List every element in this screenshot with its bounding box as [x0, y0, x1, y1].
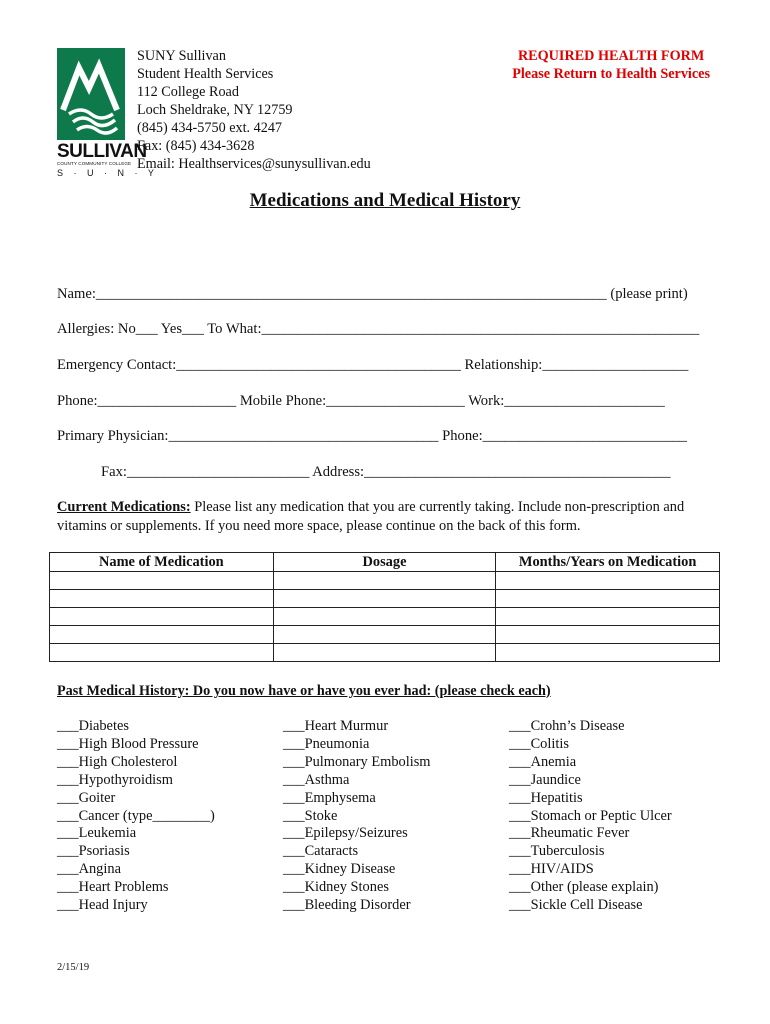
table-row [50, 572, 720, 590]
allergies-field[interactable]: Allergies: No___ Yes___ To What:____________________________________________________________ [57, 321, 700, 337]
history-item[interactable]: ___Emphysema [283, 789, 376, 806]
table-row [50, 626, 720, 644]
address-line: Email: Healthservices@sunysullivan.edu [137, 156, 371, 172]
history-item[interactable]: ___Rheumatic Fever [509, 825, 630, 842]
history-item[interactable]: ___Diabetes [57, 718, 129, 734]
history-item[interactable]: ___Kidney Disease [283, 861, 396, 878]
table-cell[interactable] [50, 572, 274, 590]
past-medical-history-heading: Past Medical History: Do you now have or have you ever had: (please check each) [57, 683, 551, 699]
history-item[interactable]: ___Stoke [283, 807, 338, 824]
history-column-3 [509, 718, 672, 915]
table-cell[interactable] [273, 608, 496, 626]
table-cell[interactable] [50, 608, 274, 626]
history-item[interactable]: ___Colitis [509, 735, 569, 752]
table-row [50, 608, 720, 626]
required-notice [512, 47, 710, 83]
table-cell[interactable] [273, 626, 496, 644]
history-item[interactable]: ___Pneumonia [283, 735, 370, 752]
logo-wordmark: SULLIVAN [57, 141, 147, 162]
table-cell[interactable] [273, 590, 496, 608]
medication-table [49, 552, 720, 662]
table-cell[interactable] [50, 644, 274, 662]
history-item[interactable]: ___Hepatitis [509, 789, 583, 806]
table-cell[interactable] [496, 626, 720, 644]
page-title: Medications and Medical History [249, 190, 521, 211]
history-item[interactable]: ___Sickle Cell Disease [509, 897, 643, 914]
history-item[interactable]: ___Heart Murmur [283, 718, 389, 734]
return-instruction: Please Return to Health Services [512, 66, 710, 82]
history-item[interactable]: ___Crohn’s Disease [509, 718, 625, 734]
required-title: REQUIRED HEALTH FORM [517, 48, 705, 64]
table-row [50, 590, 720, 608]
current-medications-text: Please list any medication that you are currently taking. Include non-prescription and vitamins or supplements. If you need more space, please continue on the back of this form. [57, 499, 685, 534]
history-item[interactable]: ___Asthma [283, 771, 350, 788]
name-field[interactable]: Name:______________________________________________________________________ (please print) [57, 286, 688, 302]
history-item[interactable]: ___Pulmonary Embolism [283, 753, 431, 770]
history-item[interactable]: ___Epilepsy/Seizures [283, 825, 408, 842]
logo-suny: S · U · N · Y [57, 168, 158, 178]
table-cell[interactable] [273, 572, 496, 590]
address-block [137, 47, 371, 173]
phone-field[interactable]: Phone:___________________ Mobile Phone:___________________ Work:______________________ [57, 393, 665, 409]
revision-date: 2/15/19 [57, 962, 90, 973]
column-header: Dosage [273, 553, 496, 572]
primary-physician-field[interactable]: Primary Physician:_____________________________________ Phone:____________________________ [57, 428, 687, 444]
history-item[interactable]: ___Anemia [509, 753, 577, 770]
history-item[interactable]: ___Goiter [57, 789, 116, 806]
emergency-contact-field[interactable]: Emergency Contact:_______________________________________ Relationship:____________________ [57, 357, 689, 373]
history-item[interactable]: ___Kidney Stones [283, 879, 389, 896]
table-cell[interactable] [496, 644, 720, 662]
address-line: SUNY Sullivan [137, 48, 226, 64]
table-cell[interactable] [496, 572, 720, 590]
history-column-1 [57, 718, 215, 915]
table-cell[interactable] [273, 644, 496, 662]
history-item[interactable]: ___Leukemia [57, 825, 137, 842]
fax-address-field[interactable]: Fax:_________________________ Address:__________________________________________ [101, 464, 671, 480]
history-item[interactable]: ___Psoriasis [57, 843, 130, 860]
table-row [50, 644, 720, 662]
history-item[interactable]: ___Cataracts [283, 843, 359, 860]
history-item[interactable]: ___Hypothyroidism [57, 771, 173, 788]
history-column-2 [283, 718, 431, 915]
address-line: (845) 434-5750 ext. 4247 [137, 120, 283, 136]
address-line: Student Health Services [137, 66, 274, 82]
current-medications-heading: Current Medications: [57, 499, 191, 515]
address-line: 112 College Road [137, 84, 239, 100]
table-cell[interactable] [496, 590, 720, 608]
college-logo [57, 48, 158, 179]
address-line: Fax: (845) 434-3628 [137, 138, 255, 154]
history-item[interactable]: ___Jaundice [509, 771, 581, 788]
column-header: Name of Medication [50, 553, 274, 572]
logo-emblem [57, 48, 125, 140]
history-item[interactable]: ___Tuberculosis [509, 843, 605, 860]
history-item[interactable]: ___Cancer (type________) [57, 807, 215, 824]
history-item[interactable]: ___Head Injury [57, 897, 148, 914]
current-medications-instructions [57, 498, 717, 536]
table-cell[interactable] [50, 590, 274, 608]
address-line: Loch Sheldrake, NY 12759 [137, 102, 293, 118]
table-cell[interactable] [496, 608, 720, 626]
history-item[interactable]: ___HIV/AIDS [509, 861, 594, 878]
table-cell[interactable] [50, 626, 274, 644]
mountain-river-icon [57, 48, 125, 140]
column-header: Months/Years on Medication [496, 553, 720, 572]
history-item[interactable]: ___Other (please explain) [509, 879, 659, 896]
history-item[interactable]: ___High Blood Pressure [57, 735, 199, 752]
history-item[interactable]: ___Stomach or Peptic Ulcer [509, 807, 672, 824]
table-header-row [50, 553, 720, 572]
history-item[interactable]: ___Bleeding Disorder [283, 897, 411, 914]
history-item[interactable]: ___Heart Problems [57, 879, 169, 896]
history-item[interactable]: ___Angina [57, 861, 121, 878]
logo-subtitle: COUNTY COMMUNITY COLLEGE [57, 161, 132, 166]
history-item[interactable]: ___High Cholesterol [57, 753, 178, 770]
